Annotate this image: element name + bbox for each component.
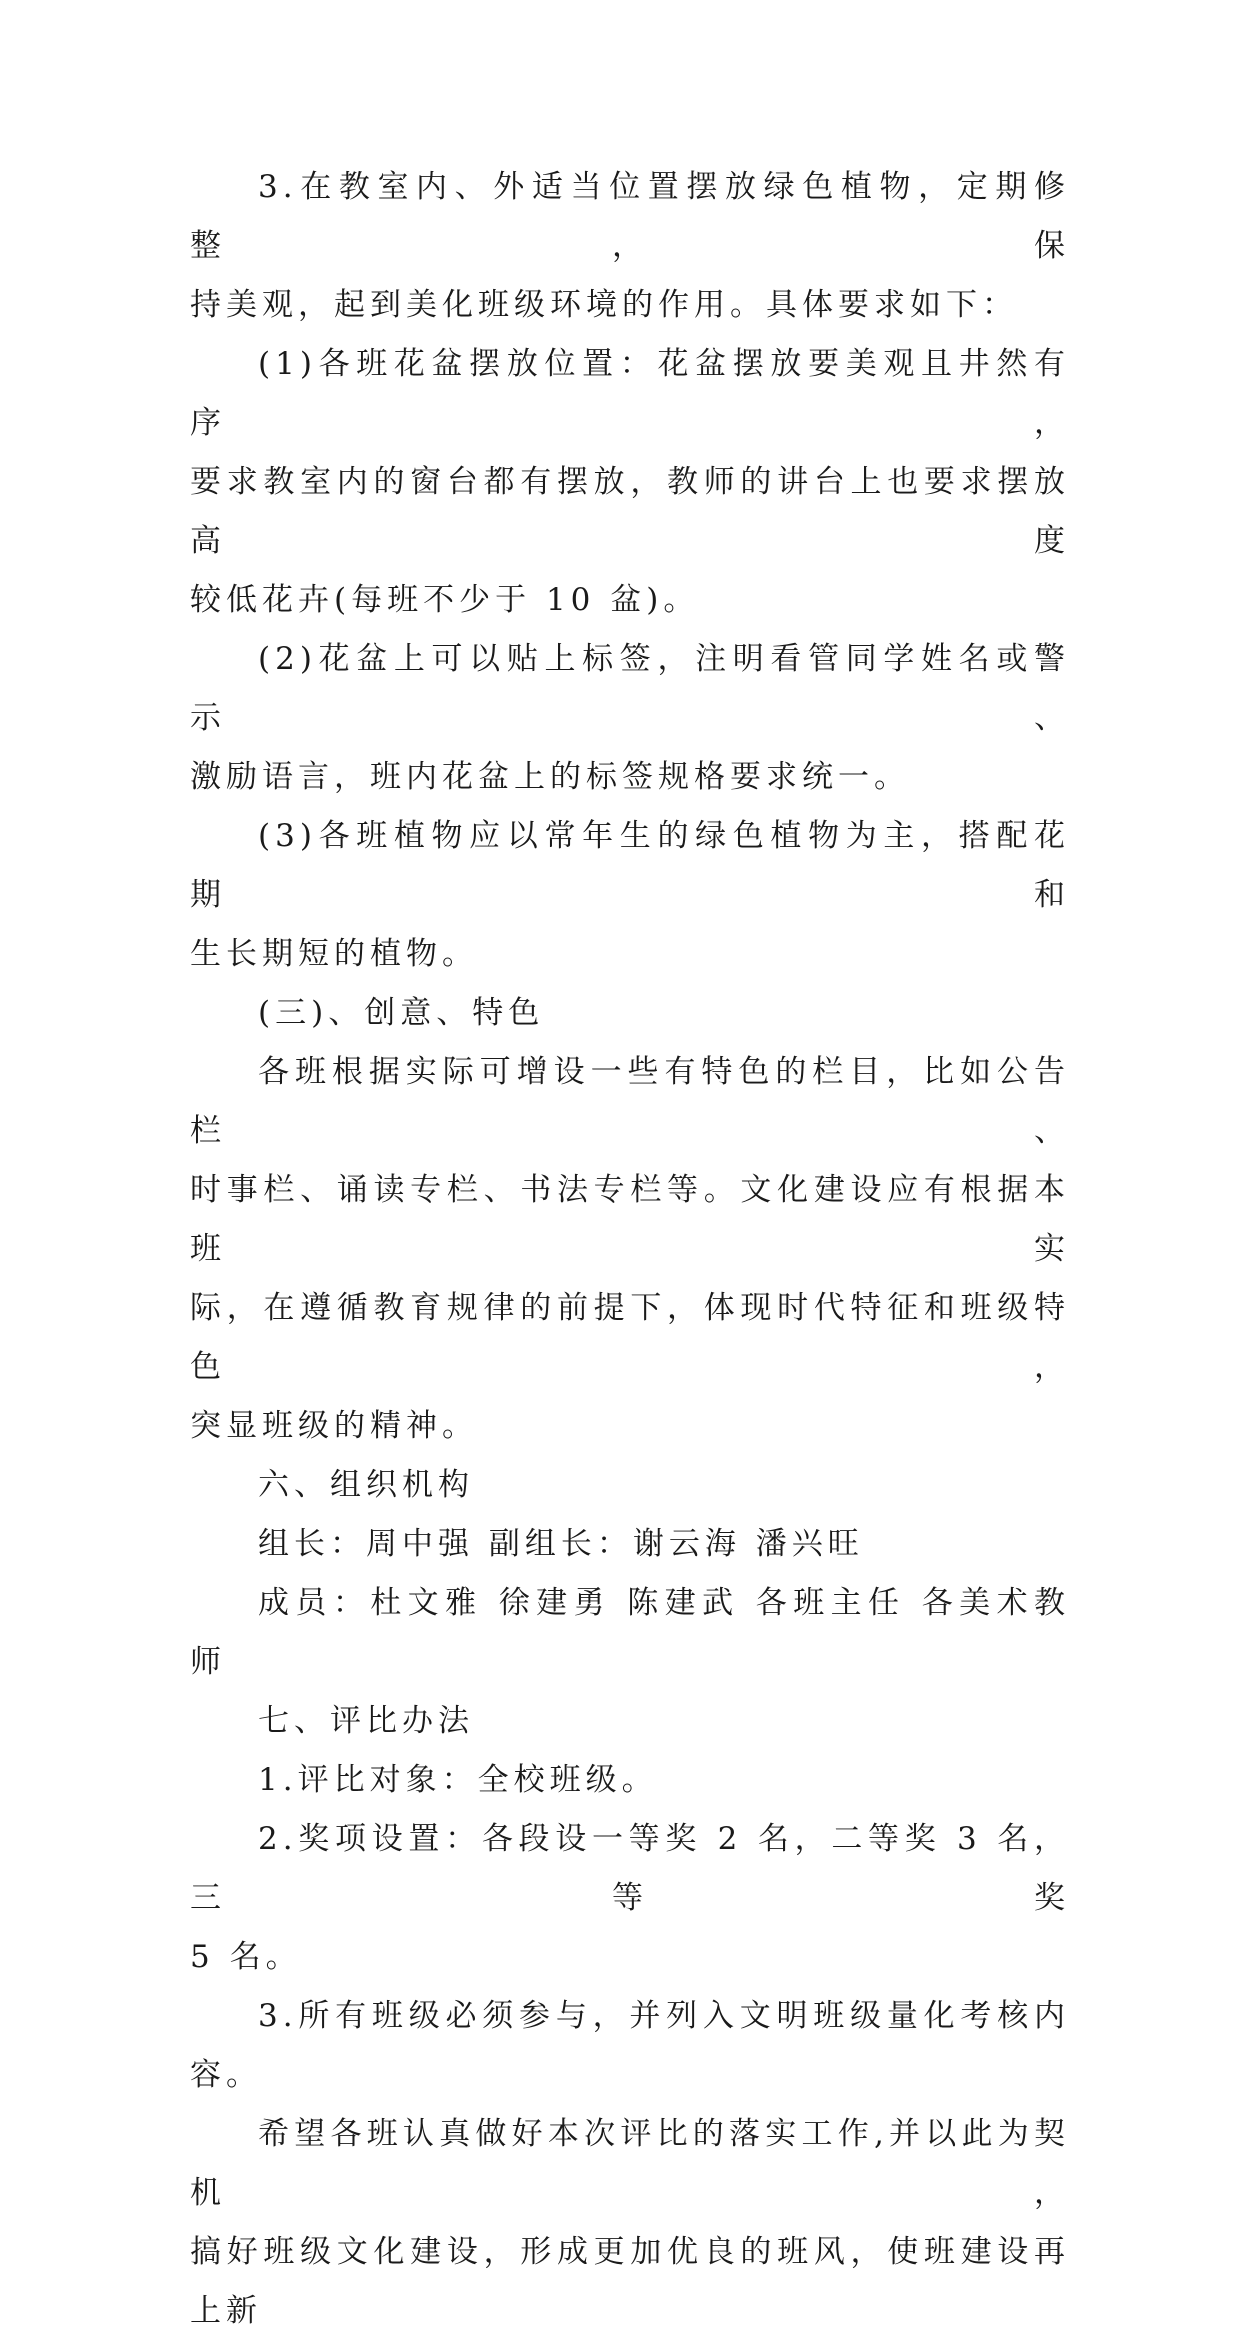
paragraph-line-first: (三)、创意、特色 (258, 995, 545, 1031)
paragraph-line: 5 名。 (190, 1939, 302, 1975)
paragraph-line: 生长期短的植物。 (190, 936, 478, 972)
paragraph-line-first: 七、评比办法 (258, 1703, 474, 1739)
paragraph-line: 持美观，起到美化班级环境的作用。具体要求如下： (190, 287, 1018, 323)
paragraph-line-first: (2)花盆上可以贴上标签，注明看管同学姓名或警示、 (190, 641, 1070, 736)
paragraph-line-first: 组长：周中强 副组长：谢云海 潘兴旺 (258, 1526, 864, 1562)
paragraph-line: 激励语言，班内花盆上的标签规格要求统一。 (190, 759, 910, 795)
paragraph-line-first: 2.奖项设置：各段设一等奖 2 名，二等奖 3 名，三等奖 (190, 1821, 1071, 1916)
paragraph-line-first: 1.评比对象：全校班级。 (258, 1762, 658, 1798)
paragraph-line-first: (1)各班花盆摆放位置：花盆摆放要美观且井然有序， (190, 346, 1070, 441)
paragraph-line: 突显班级的精神。 (190, 1408, 478, 1444)
paragraph-line-first: 六、组织机构 (258, 1467, 474, 1503)
paragraph-line-first: (3)各班植物应以常年生的绿色植物为主，搭配花期和 (190, 818, 1070, 913)
paragraph-line: 搞好班级文化建设，形成更加优良的班风，使班建设再上新 (190, 2234, 1070, 2329)
paragraph-line: 时事栏、诵读专栏、书法专栏等。文化建设应有根据本班实 (190, 1172, 1070, 1267)
paragraph-line: 际，在遵循教育规律的前提下，体现时代特征和班级特色， (190, 1290, 1070, 1385)
paragraph-line: 要求教室内的窗台都有摆放，教师的讲台上也要求摆放高度 (190, 464, 1070, 559)
document-body (190, 158, 1070, 2341)
paragraph-line-first: 3.所有班级必须参与，并列入文明班级量化考核内容。 (190, 1998, 1070, 2093)
paragraph-line-first: 成员：杜文雅 徐建勇 陈建武 各班主任 各美术教师 (190, 1585, 1070, 1680)
paragraph-line-first: 3.在教室内、外适当位置摆放绿色植物，定期修整，保 (190, 169, 1070, 264)
paragraph-line: 较低花卉(每班不少于 10 盆)。 (190, 582, 700, 618)
paragraph-line-first: 希望各班认真做好本次评比的落实工作,并以此为契机， (190, 2116, 1070, 2211)
paragraph-line-first: 各班根据实际可增设一些有特色的栏目，比如公告栏、 (190, 1054, 1070, 1149)
